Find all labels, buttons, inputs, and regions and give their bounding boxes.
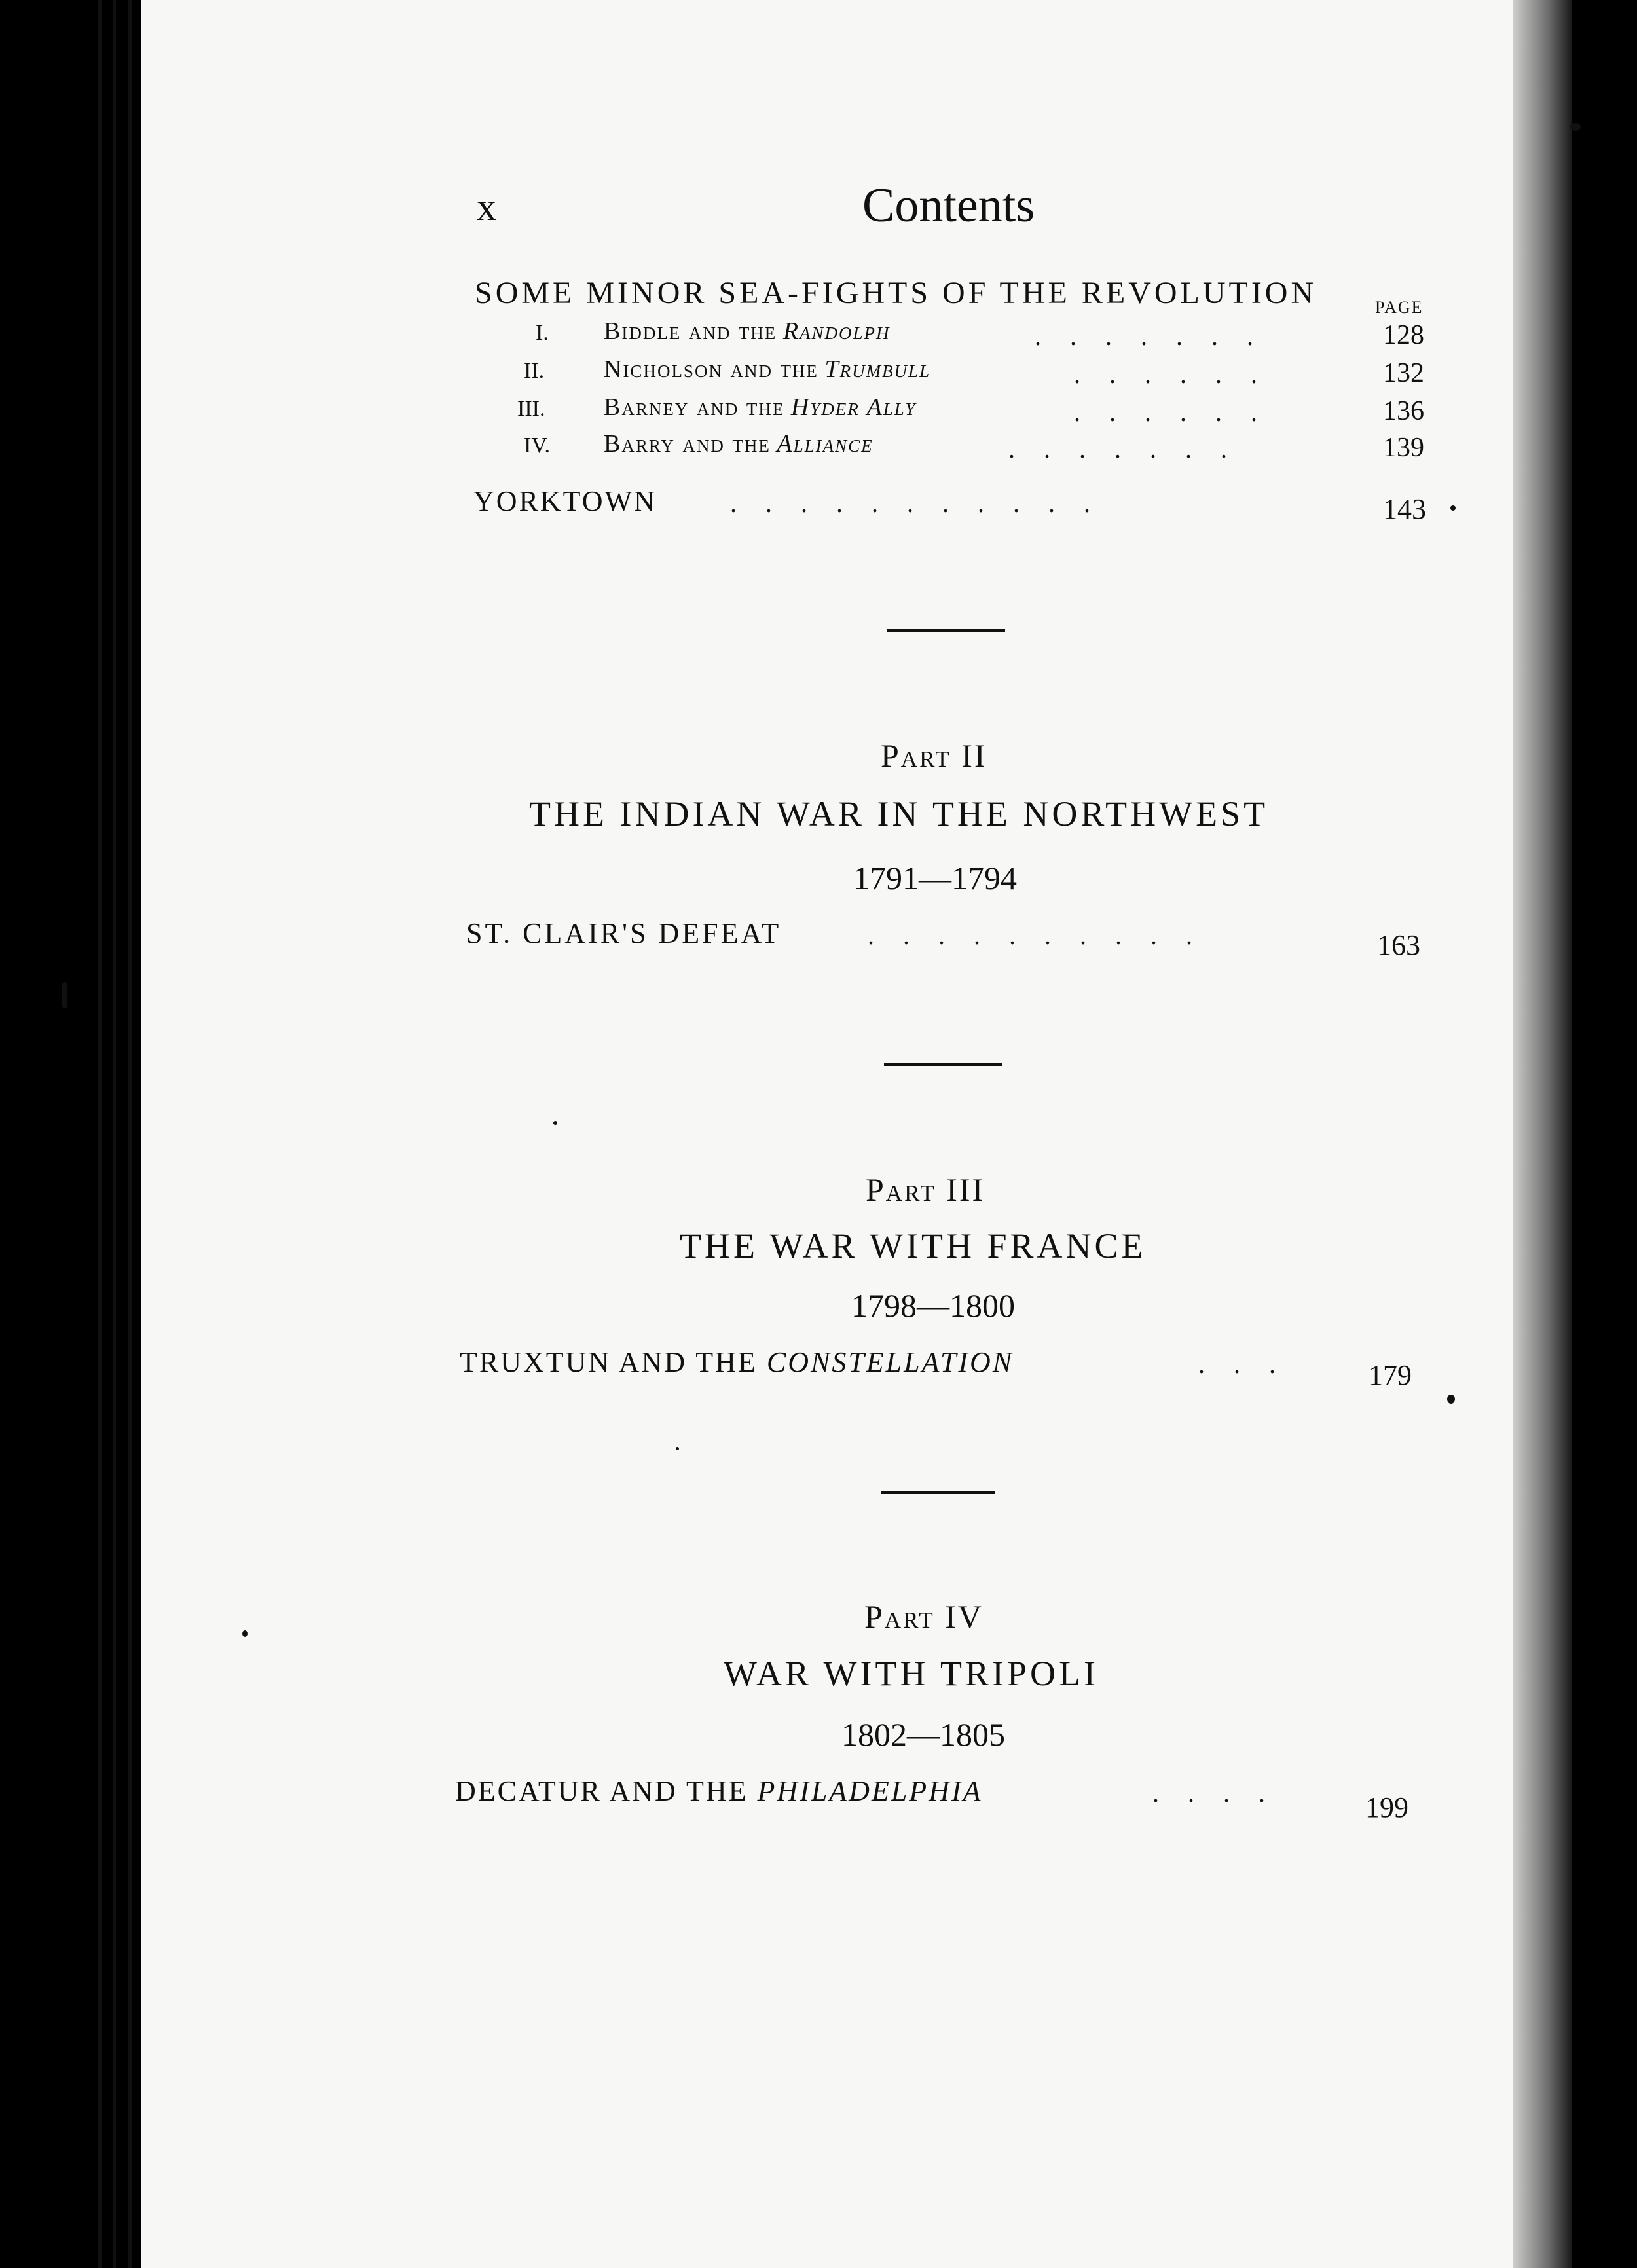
part-years: 1802—1805 bbox=[841, 1716, 1005, 1753]
scan-speck bbox=[1450, 505, 1456, 511]
section-divider bbox=[884, 1063, 1002, 1066]
toc-entry[interactable] bbox=[604, 430, 874, 458]
part-label: Part IV bbox=[864, 1598, 984, 1635]
scan-speck bbox=[1570, 123, 1581, 131]
toc-page-number: 139 bbox=[1383, 433, 1424, 463]
toc-entry-prefix: DECATUR AND THE bbox=[455, 1775, 748, 1807]
toc-entry[interactable] bbox=[604, 355, 930, 384]
toc-ship-name: CONSTELLATION bbox=[766, 1346, 1014, 1378]
page-edge-line bbox=[98, 0, 102, 2268]
leader-dots: .......... bbox=[868, 921, 1221, 950]
page-column-label: PAGE bbox=[1375, 298, 1424, 317]
toc-page-number: 136 bbox=[1383, 396, 1424, 426]
toc-entry-prefix: Biddle and the bbox=[604, 318, 777, 345]
toc-page-number: 163 bbox=[1377, 929, 1420, 961]
part-label: Part II bbox=[881, 737, 987, 774]
toc-entry-prefix: TRUXTUN AND THE bbox=[460, 1346, 758, 1378]
spine-shadow bbox=[1513, 0, 1572, 2268]
scan-speck bbox=[676, 1447, 679, 1450]
toc-numeral: I. bbox=[536, 321, 549, 345]
page-edge-line bbox=[128, 0, 132, 2268]
toc-entry[interactable]: ST. CLAIR'S DEFEAT bbox=[466, 917, 782, 949]
toc-ship-name: Trumbull bbox=[824, 356, 931, 383]
toc-page-number: 179 bbox=[1369, 1359, 1412, 1391]
scan-speck bbox=[553, 1121, 557, 1125]
toc-page-number: 199 bbox=[1365, 1791, 1408, 1823]
leader-dots: ... bbox=[1198, 1349, 1304, 1379]
page-number: x bbox=[477, 185, 496, 229]
scan-speck bbox=[242, 1630, 248, 1637]
toc-entry-prefix: Barney and the bbox=[604, 393, 785, 421]
part-years: 1798—1800 bbox=[851, 1287, 1015, 1324]
part-title: THE INDIAN WAR IN THE NORTHWEST bbox=[529, 794, 1269, 833]
scan-speck bbox=[62, 982, 67, 1008]
toc-entry[interactable] bbox=[604, 393, 916, 422]
toc-entry[interactable] bbox=[455, 1774, 983, 1808]
toc-numeral: IV. bbox=[524, 433, 550, 458]
toc-ship-name: PHILADELPHIA bbox=[757, 1775, 983, 1807]
toc-entry[interactable] bbox=[604, 317, 891, 346]
part-label: Part III bbox=[866, 1171, 985, 1208]
toc-ship-name: Hyder Ally bbox=[790, 393, 917, 421]
leader-dots: ....... bbox=[1035, 321, 1282, 351]
section-divider bbox=[881, 1491, 995, 1494]
toc-numeral: III. bbox=[517, 397, 545, 421]
scan-speck bbox=[1447, 1395, 1455, 1404]
leader-dots: .... bbox=[1152, 1778, 1294, 1808]
toc-entry[interactable] bbox=[460, 1345, 1014, 1379]
toc-entry[interactable]: YORKTOWN bbox=[473, 485, 657, 517]
part-title: WAR WITH TRIPOLI bbox=[724, 1654, 1099, 1693]
part-years: 1791—1794 bbox=[853, 860, 1017, 896]
part-title: THE WAR WITH FRANCE bbox=[680, 1226, 1147, 1266]
leader-dots: ...... bbox=[1074, 397, 1286, 427]
toc-ship-name: Randolph bbox=[782, 318, 891, 345]
leader-dots: ....... bbox=[1008, 434, 1256, 464]
page-title: Contents bbox=[862, 179, 1035, 232]
toc-page-number: 132 bbox=[1383, 358, 1424, 388]
leader-dots: ...... bbox=[1074, 359, 1286, 389]
toc-page-number: 143 bbox=[1383, 493, 1426, 525]
toc-entry-prefix: Barry and the bbox=[604, 430, 771, 458]
section-divider bbox=[887, 629, 1005, 632]
page-edge-line bbox=[113, 0, 116, 2268]
leader-dots: ........... bbox=[730, 488, 1119, 518]
toc-numeral: II. bbox=[524, 359, 545, 383]
toc-page-number: 128 bbox=[1383, 320, 1424, 350]
toc-ship-name: Alliance bbox=[777, 430, 874, 458]
toc-entry-prefix: Nicholson and the bbox=[604, 356, 819, 383]
section-heading: SOME MINOR SEA-FIGHTS OF THE REVOLUTION bbox=[475, 276, 1317, 310]
